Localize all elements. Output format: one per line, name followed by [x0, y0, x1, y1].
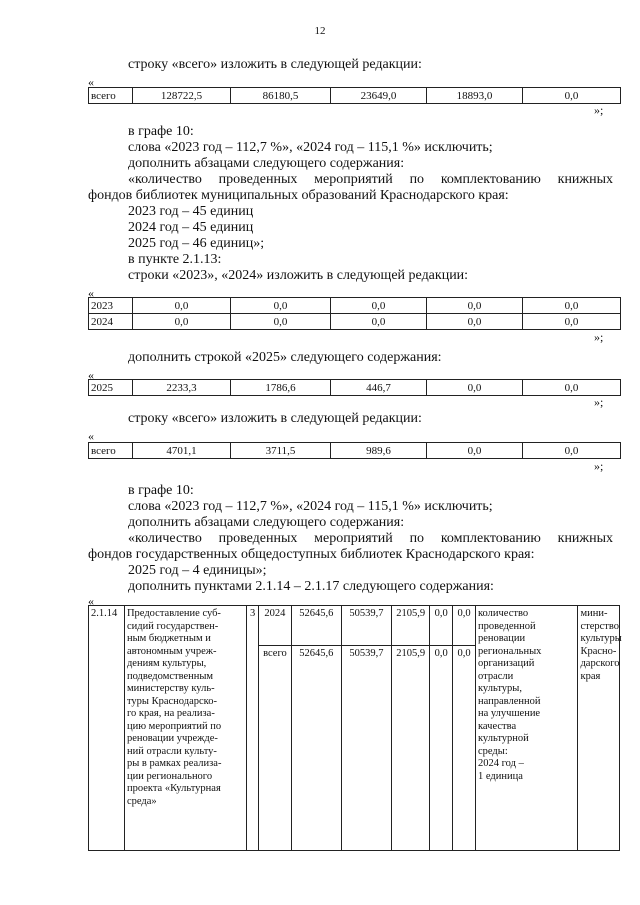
cell-line: ным бюджетным и: [126, 633, 211, 644]
table-item-2-1-14: [88, 605, 620, 851]
cell-value: 0,0: [453, 646, 476, 851]
cell-value: 128722,5: [133, 88, 231, 104]
table-row: [89, 443, 621, 459]
table-row: [89, 314, 621, 330]
cell-value: 0,0: [231, 298, 331, 314]
text-line: 2025 год – 4 единицы»;: [128, 563, 267, 578]
item-executor: [578, 606, 620, 851]
cell-line: дениям культуры,: [126, 658, 207, 669]
cell-value: 1786,6: [231, 380, 331, 396]
cell-line: направленной: [477, 695, 541, 707]
text-line: слова «2023 год – 112,7 %», «2024 год – 115,1 %» исключить;: [128, 499, 493, 514]
close-quote: »;: [594, 103, 604, 117]
cell-line: культуры: [580, 633, 622, 644]
table-2023-2024: [88, 297, 621, 330]
cell-line: подведомственным: [126, 670, 214, 682]
cell-line: реновации учрежде-: [126, 733, 218, 744]
cell-value: 23649,0: [331, 88, 427, 104]
table-total-2: [88, 442, 621, 459]
text-line: дополнить абзацами следующего содержания:: [128, 156, 405, 171]
cell-value: 0,0: [523, 314, 621, 330]
item-description: [124, 606, 246, 851]
text-line: в пункте 2.1.13:: [128, 252, 222, 267]
cell-value: 50539,7: [341, 606, 391, 646]
cell-value: 0,0: [427, 298, 523, 314]
table-row: [89, 380, 621, 396]
text-line: 2025 год – 46 единиц»;: [128, 236, 265, 251]
cell-value: 0,0: [427, 380, 523, 396]
cell-line: среда»: [126, 795, 157, 807]
cell-value: 0,0: [523, 298, 621, 314]
table-row: [89, 88, 621, 104]
text-line: дополнить абзацами следующего содержания:: [128, 515, 405, 530]
cell-line: на улучшение: [477, 708, 541, 719]
row-label: всего: [89, 88, 133, 104]
cell-value: 3711,5: [231, 443, 331, 459]
cell-line: проекта «Культурная: [126, 783, 221, 794]
cell-line: проведенной: [477, 620, 536, 632]
open-quote: «: [88, 594, 94, 608]
cell-year: 2024: [259, 606, 292, 646]
cell-line: реновации: [477, 633, 526, 644]
cell-line: количество: [477, 608, 529, 619]
table-2025: [88, 379, 621, 396]
cell-value: 0,0: [427, 314, 523, 330]
cell-line: качества: [477, 720, 517, 732]
cell-line: ний отрасли культу-: [126, 745, 217, 757]
cell-line: 2024 год –: [477, 758, 524, 769]
cell-value: 0,0: [133, 298, 231, 314]
text-line: дополнить строкой «2025» следующего содержания:: [128, 350, 442, 365]
cell-value: 2233,3: [133, 380, 231, 396]
cell-value: 0,0: [523, 88, 621, 104]
text-line: фондов библиотек муниципальных образований Краснодарского края:: [88, 188, 509, 203]
cell-line: Предоставление суб-: [126, 608, 221, 619]
cell-value: 52645,6: [291, 606, 341, 646]
row-label: 2023: [89, 298, 133, 314]
cell-line: министерству куль-: [126, 683, 215, 694]
cell-value: 0,0: [523, 443, 621, 459]
open-quote: «: [88, 368, 94, 382]
text-line: дополнить пунктами 2.1.14 – 2.1.17 следующего содержания:: [128, 579, 494, 594]
text-line: строки «2023», «2024» изложить в следующей редакции:: [128, 268, 469, 283]
cell-line: края: [580, 670, 601, 682]
cell-value: 50539,7: [341, 646, 391, 851]
cell-line: мини-: [580, 608, 608, 619]
cell-line: культурной: [477, 733, 529, 744]
cell-value: 18893,0: [427, 88, 523, 104]
text-line: в графе 10:: [128, 124, 194, 139]
cell-line: ры в рамках реализа-: [126, 758, 222, 769]
cell-value: 0,0: [427, 443, 523, 459]
text-line: в графе 10:: [128, 483, 194, 498]
cell-value: 0,0: [331, 314, 427, 330]
item-indicator: [475, 606, 577, 851]
cell-value: 2105,9: [392, 646, 430, 851]
table-row: [89, 298, 621, 314]
text-line: «количество проведенных мероприятий по комплектованию книжных: [128, 172, 613, 187]
cell-value: 0,0: [133, 314, 231, 330]
cell-value: 0,0: [430, 606, 453, 646]
cell-line: сидий государствен-: [126, 620, 219, 632]
open-quote: «: [88, 286, 94, 300]
text-line: фондов государственных общедоступных библиотек Краснодарского края:: [88, 547, 535, 562]
open-quote: «: [88, 429, 94, 443]
cell-value: 52645,6: [291, 646, 341, 851]
cell-line: цию мероприятий по: [126, 720, 222, 732]
instruction-total-row: строку «всего» изложить в следующей редакции:: [128, 57, 422, 72]
text-line: 2023 год – 45 единиц: [128, 204, 254, 219]
close-quote: »;: [594, 330, 604, 344]
row-label: всего: [89, 443, 133, 459]
cell-value: 86180,5: [231, 88, 331, 104]
cell-line: туры Краснодарско-: [126, 695, 217, 707]
item-number: 2.1.14: [89, 606, 125, 851]
text-line: слова «2023 год – 112,7 %», «2024 год – 115,1 %» исключить;: [128, 140, 493, 155]
cell-line: го края, на реализа-: [126, 708, 215, 719]
cell-value: 0,0: [453, 606, 476, 646]
cell-line: организаций: [477, 658, 535, 669]
cell-value: 0,0: [523, 380, 621, 396]
cell-value: 0,0: [430, 646, 453, 851]
cell-year: всего: [259, 646, 292, 851]
row-label: 2024: [89, 314, 133, 330]
cell-line: дарского: [580, 658, 620, 669]
text-line: 2024 год – 45 единиц: [128, 220, 254, 235]
table-total-1: [88, 87, 621, 104]
cell-line: стерство: [580, 620, 620, 632]
cell-line: региональных: [477, 645, 542, 657]
page-number: 12: [314, 25, 326, 37]
item-code: 3: [247, 606, 259, 851]
cell-value: 446,7: [331, 380, 427, 396]
cell-line: культуры,: [477, 683, 522, 694]
cell-line: Красно-: [580, 645, 617, 657]
open-quote: «: [88, 75, 94, 89]
cell-line: 1 единица: [477, 770, 523, 782]
cell-value: 0,0: [231, 314, 331, 330]
text-line: строку «всего» изложить в следующей редакции:: [128, 411, 422, 426]
row-label: 2025: [89, 380, 133, 396]
cell-line: ции регионального: [126, 770, 213, 782]
cell-value: 989,6: [331, 443, 427, 459]
cell-value: 4701,1: [133, 443, 231, 459]
cell-value: 0,0: [331, 298, 427, 314]
cell-line: среды:: [477, 745, 508, 757]
close-quote: »;: [594, 395, 604, 409]
text-line: «количество проведенных мероприятий по комплектованию книжных: [128, 531, 613, 546]
cell-line: автономным учреж-: [126, 645, 217, 657]
cell-line: отрасли: [477, 670, 514, 682]
cell-value: 2105,9: [392, 606, 430, 646]
close-quote: »;: [594, 459, 604, 473]
